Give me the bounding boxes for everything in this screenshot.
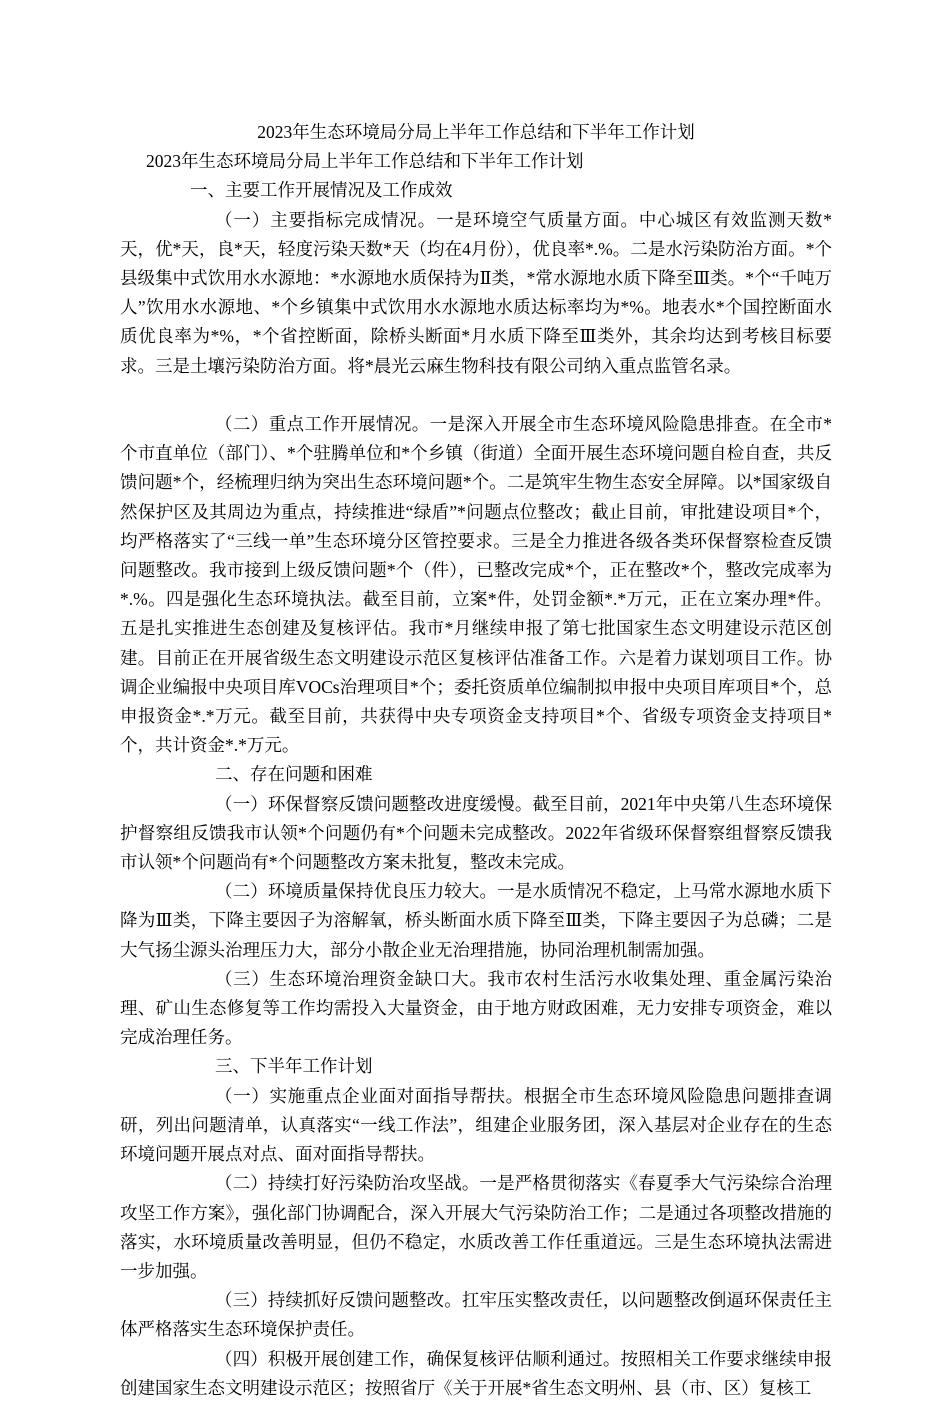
paragraph: （二）持续打好污染防治攻坚战。一是严格贯彻落实《春夏季大气污染综合治理攻坚工作方案》，强化部门协调配合，深入开展大气污染防治工作；二是通过各项整改措施的落实，水环境质量改善明显，但仍不稳定，水质改善工作任重道远。三是生态环境执法需进一步加强。 xyxy=(120,1173,832,1281)
paragraph: （一）环保督察反馈问题整改进度缓慢。截至目前，2021年中央第八生态环境保护督察组反馈我市认领*个问题仍有*个问题未完成整改。2022年省级环保督察组督察反馈我市认领*个问题尚有*个问题整改方案未批复，整改未完成。 xyxy=(120,793,832,873)
document-content xyxy=(120,118,832,1403)
document-subtitle: 2023年生态环境局分局上半年工作总结和下半年工作计划 xyxy=(146,151,584,172)
document-title: 2023年生态环境局分局上半年工作总结和下半年工作计划 xyxy=(257,122,695,142)
paragraph: （四）积极开展创建工作，确保复核评估顺利通过。按照相关工作要求继续申报创建国家生态文明建设示范区；按照省厅《关于开展*省生态文明州、县（市、区）复核工 xyxy=(120,1348,832,1398)
paragraph: （二）环境质量保持优良压力较大。一是水质情况不稳定，上马常水源地水质下降为Ⅲ类，下降主要因子为溶解氧，桥头断面水质下降至Ⅲ类，下降主要因子为总磷；二是大气扬尘源头治理压力大，部分小散企业无治理措施，协同治理机制需加强。 xyxy=(120,881,832,960)
paragraph: （一）主要指标完成情况。一是环境空气质量方面。中心城区有效监测天数*天，优*天，良*天，轻度污染天数*天（均在4月份），优良率*.%。二是水污染防治方面。*个县级集中式饮用水水源地：*水源地水质保持为Ⅱ类，*常水源地水质下降至Ⅲ类。*个“千吨万人”饮用水水源地、*个乡镇集中式饮用水水源地水质达标率均为*%。地表水*个国控断面水质优良率为*%，*个省控断面，除桥头断面*月水质下降至Ⅲ类外，其余均达到考核目标要求。三是土壤污染防治方面。将*晨光云麻生物科技有限公司纳入重点监管名录。 xyxy=(120,209,832,376)
paragraph: （二）重点工作开展情况。一是深入开展全市生态环境风险隐患排查。在全市*个市直单位（部门）、*个驻腾单位和*个乡镇（街道）全面开展生态环境问题自检自查，共反馈问题*个，经梳理归纳为突出生态环境问题*个。二是筑牢生物生态安全屏障。以*国家级自然保护区及其周边为重点，持续推进“绿盾”*问题点位整改；截止目前，审批建设项目*个，均严格落实了“三线一单”生态环境分区管控要求。三是全力推进各级各类环保督察检查反馈问题整改。我市接到上级反馈问题*个（件），已整改完成*个，正在整改*个，整改完成率为*.%。四是强化生态环境执法。截至目前，立案*件，处罚金额*.*万元，正在立案办理*件。五是扎实推进生态创建及复核评估。我市*月继续申报了第七批国家生态文明建设示范区创建。目前正在开展省级生态文明建设示范区复核评估准备工作。六是着力谋划项目工作。协调企业编报中央项目库VOCs治理项目*个；委托资质单位编制拟申报中央项目库项目*个，总申报资金*.*万元。截至目前，共获得中央专项资金支持项目*个、省级专项资金支持项目*个，共计资金*.*万元。 xyxy=(120,414,832,756)
paragraph: （三）生态环境治理资金缺口大。我市农村生活污水收集处理、重金属污染治理、矿山生态修复等工作均需投入大量资金，由于地方财政困难，无力安排专项资金，难以完成治理任务。 xyxy=(120,968,832,1048)
section-heading: 三、下半年工作计划 xyxy=(215,1056,373,1077)
section-heading: 一、主要工作开展情况及工作成效 xyxy=(190,180,453,201)
paragraph: （一）实施重点企业面对面指导帮扶。根据全市生态环境风险隐患问题排查调研，列出问题清单，认真落实“一线工作法”，组建企业服务团，深入基层对企业存在的生态环境问题开展点对点、面对面指导帮扶。 xyxy=(120,1085,832,1165)
paragraph: （三）持续抓好反馈问题整改。扛牢压实整改责任，以问题整改倒逼环保责任主体严格落实生态环境保护责任。 xyxy=(120,1290,832,1340)
section-heading: 二、存在问题和困难 xyxy=(215,764,373,785)
blank-line xyxy=(120,381,832,410)
